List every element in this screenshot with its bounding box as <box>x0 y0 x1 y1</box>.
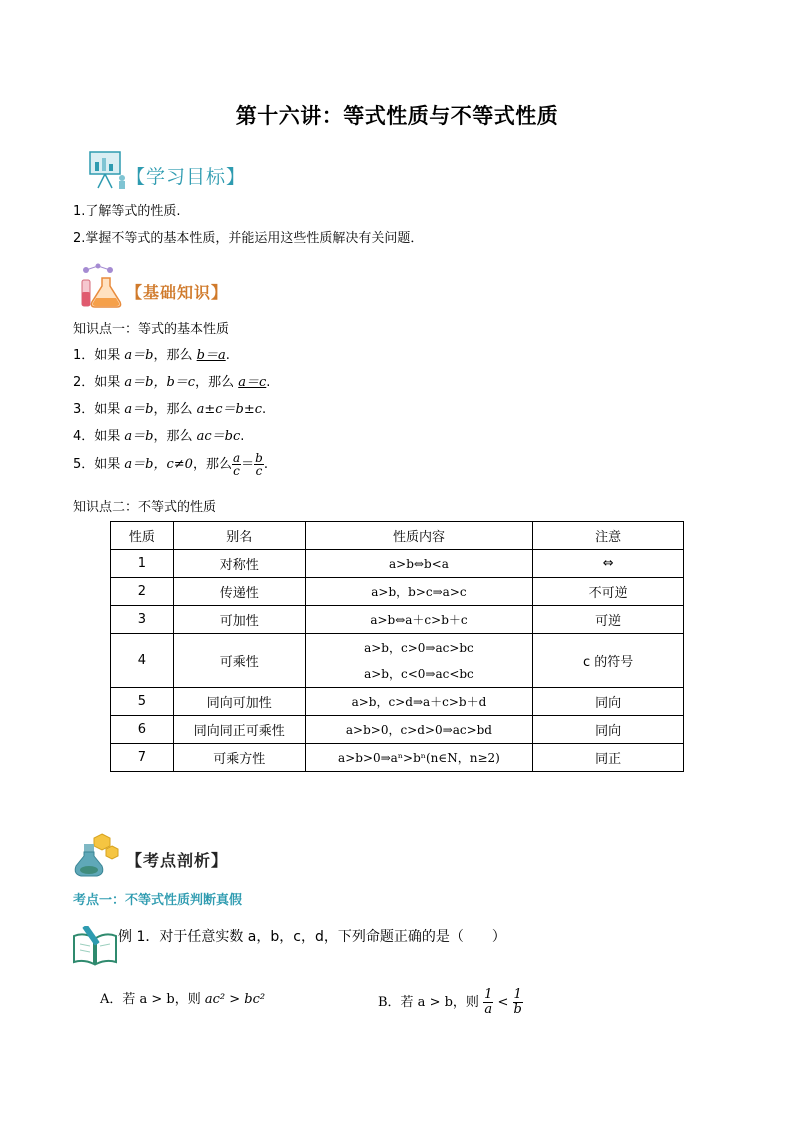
table-cell: 可乘性 <box>173 634 305 688</box>
table-cell: 同向 <box>533 688 684 716</box>
table-cell: 同向可加性 <box>173 688 305 716</box>
table-cell: 5 <box>111 688 174 716</box>
table-header-row <box>111 522 684 550</box>
section-basic-knowledge-label: 【基础知识】 <box>126 283 229 302</box>
table-cell: 同向同正可乘性 <box>173 716 305 744</box>
table-cell: 可乘方性 <box>173 744 305 772</box>
table-row <box>111 716 684 744</box>
example-1-question: 例 1．对于任意实数 a，b，c，d，下列命题正确的是（ ） <box>118 929 506 945</box>
table-row <box>111 688 684 716</box>
table-header-cell: 性质 <box>111 522 174 550</box>
table-cell: 同正 <box>533 744 684 772</box>
table-cell: 2 <box>111 578 174 606</box>
knowledge-point-2: 知识点二：不等式的性质 <box>73 500 217 515</box>
table-cell: a>b⇔b<a <box>305 550 533 578</box>
table-cell: 对称性 <box>173 550 305 578</box>
table-cell-line: a>b，c<0⇒ac<bc <box>364 666 474 681</box>
table-cell: 同向 <box>533 716 684 744</box>
table-row <box>111 744 684 772</box>
section-learning-goals-label: 【学习目标】 <box>126 166 247 188</box>
table-row <box>111 578 684 606</box>
table-cell: 不可逆 <box>533 578 684 606</box>
equality-property-4: 4．如果 a＝b，那么 ac＝bc. <box>73 429 245 444</box>
equality-property-2: 2．如果 a＝b，b＝c，那么 a＝c. <box>73 375 271 390</box>
whiteboard-chart-icon <box>84 148 128 192</box>
equality-property-1: 1．如果 a＝b，那么 b＝a. <box>73 348 230 363</box>
table-cell <box>305 634 533 688</box>
table-cell: a>b⇔a＋c>b＋c <box>305 606 533 634</box>
option-a: A．若 a > b，则 ac² > bc² <box>100 992 266 1007</box>
goal-item-1: 1.了解等式的性质. <box>73 204 181 219</box>
table-cell: 6 <box>111 716 174 744</box>
table-header-cell: 别名 <box>173 522 305 550</box>
exam-point-1-heading: 考点一：不等式性质判断真假 <box>73 893 243 908</box>
table-row <box>111 634 684 688</box>
table-cell-line: a>b，c>0⇒ac>bc <box>364 640 474 655</box>
page-title: 第十六讲：等式性质与不等式性质 <box>235 103 559 128</box>
goal-item-2: 2.掌握不等式的基本性质，并能运用这些性质解决有关问题． <box>73 231 424 246</box>
table-cell: 4 <box>111 634 174 688</box>
equality-property-3: 3．如果 a＝b，那么 a±c＝b±c. <box>73 402 267 417</box>
table-cell: c 的符号 <box>533 634 684 688</box>
table-cell: a>b>0，c>d>0⇒ac>bd <box>305 716 533 744</box>
option-b: B．若 a > b，则 $\frac{1}{a}$ < $\frac{1}{b}$ <box>378 987 522 1017</box>
equality-property-5: 5．如果 a＝b，c≠0，那么 $\frac{a}{c}$ ＝ $\frac{b}{c}$ . <box>73 451 268 478</box>
chemistry-flask-icon <box>72 832 120 880</box>
table-cell: 传递性 <box>173 578 305 606</box>
table-header-cell: 性质内容 <box>305 522 533 550</box>
inequality-properties-table <box>110 521 684 772</box>
table-row <box>111 606 684 634</box>
book-pencil-icon <box>72 926 118 966</box>
table-cell: 可加性 <box>173 606 305 634</box>
table-cell: 1 <box>111 550 174 578</box>
table-cell: ⇔ <box>533 550 684 578</box>
table-cell: a>b，b>c⇒a>c <box>305 578 533 606</box>
table-cell: a>b，c>d⇒a＋c>b＋d <box>305 688 533 716</box>
knowledge-point-1: 知识点一：等式的基本性质 <box>73 322 230 337</box>
table-cell: 7 <box>111 744 174 772</box>
table-cell: 可逆 <box>533 606 684 634</box>
table-row <box>111 550 684 578</box>
table-cell: 3 <box>111 606 174 634</box>
flask-icon <box>76 262 124 310</box>
table-cell: a>b>0⇒aⁿ>bⁿ(n∈N，n≥2) <box>305 744 533 772</box>
section-exam-analysis-label: 【考点剖析】 <box>126 851 229 870</box>
table-header-cell: 注意 <box>533 522 684 550</box>
